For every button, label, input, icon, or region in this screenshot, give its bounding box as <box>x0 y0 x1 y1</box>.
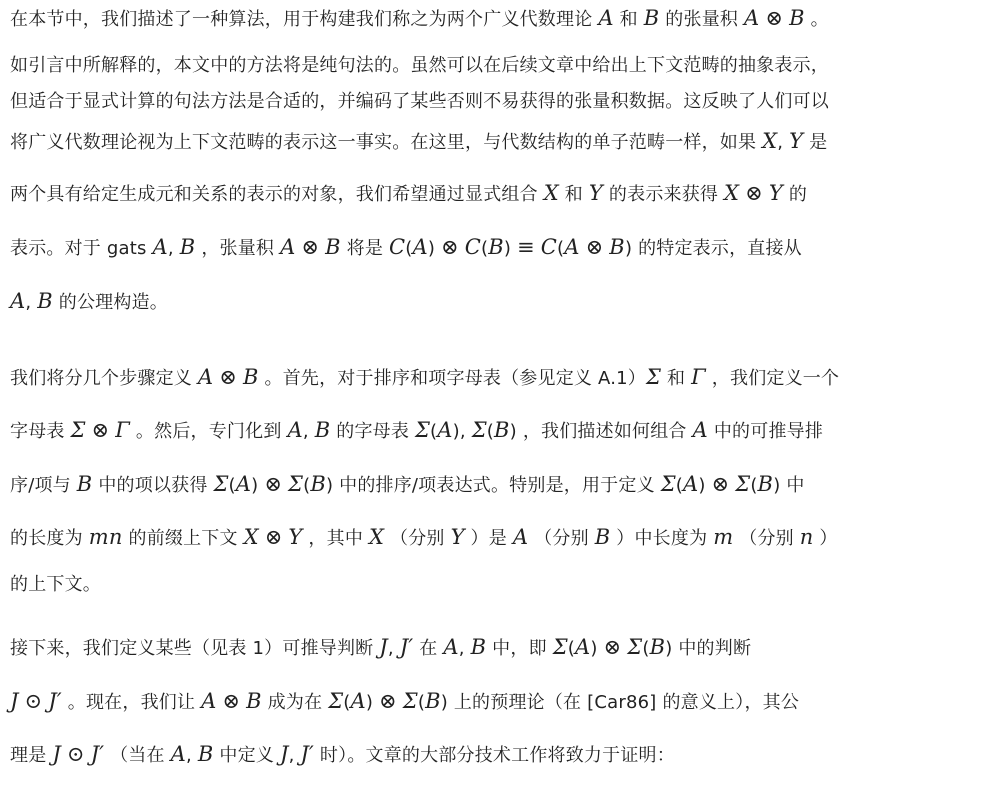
text-line: 字母表 Σ ⊗ Γ 。然后，专门化到 𝐴, 𝐵 的字母表 Σ(𝐴), Σ(𝐵) ，我们描述如何组合 𝐴 中的可推导排 <box>10 418 824 442</box>
text-line: 但适合于显式计算的句法方法是合适的，并编码了某些否则不易获得的张量积数据。这反映了人们可以 <box>10 91 829 112</box>
text-line: 序/项与 𝐵 中的项以获得 Σ(𝐴) ⊗ Σ(𝐵) 中的排序/项表达式。特别是，用于定义 Σ(𝐴) ⊗ Σ(𝐵) 中 <box>10 472 805 496</box>
text-line: 𝐽 ⊙ 𝐽′ 。现在，我们让 𝐴 ⊗ 𝐵 成为在 Σ(𝐴) ⊗ Σ(𝐵) 上的预理论（在 [Car86] 的意义上），其公 <box>10 689 800 713</box>
text-line: 两个具有给定生成元和关系的表示的对象，我们希望通过显式组合 𝑋 和 𝑌 的表示来获得 𝑋 ⊗ 𝑌 的 <box>10 181 808 205</box>
text-line: 将广义代数理论视为上下文范畴的表示这一事实。在这里，与代数结构的单子范畴一样，如果 𝑋, 𝑌 是 <box>10 129 828 153</box>
text-line: 的长度为 𝑚𝑛 的前缀上下文 𝑋 ⊗ 𝑌 ，其中 𝑋 （分别 𝑌 ）是 𝐴 （分别 𝐵 ）中长度为 𝑚 （分别 𝑛 ） <box>10 525 838 549</box>
text-line: 在本节中，我们描述了一种算法，用于构建我们称之为两个广义代数理论 𝐴 和 𝐵 的张量积 𝐴 ⊗ 𝐵 。 <box>10 6 829 30</box>
text-line: 如引言中所解释的，本文中的方法将是纯句法的。虽然可以在后续文章中给出上下文范畴的抽象表示， <box>10 55 829 76</box>
text-line: 𝐴, 𝐵 的公理构造。 <box>10 289 168 313</box>
text-line: 表示。对于 gats 𝐴, 𝐵 ，张量积 𝐴 ⊗ 𝐵 将是 𝐶(𝐴) ⊗ 𝐶(𝐵) ≡ 𝐶(𝐴 ⊗ 𝐵) 的特定表示，直接从 <box>10 235 802 259</box>
text-line: 接下来，我们定义某些（见表 1）可推导判断 𝐽, 𝐽′ 在 𝐴, 𝐵 中，即 Σ(𝐴) ⊗ Σ(𝐵) 中的判断 <box>10 635 752 659</box>
text-line: 理是 𝐽 ⊙ 𝐽′ （当在 𝐴, 𝐵 中定义 𝐽, 𝐽′ 时）。文章的大部分技术工作将致力于证明： <box>10 742 675 766</box>
text-line: 的上下文。 <box>10 574 101 595</box>
text-line: 我们将分几个步骤定义 𝐴 ⊗ 𝐵 。首先，对于排序和项字母表（参见定义 A.1）Σ 和 Γ ，我们定义一个 <box>10 365 840 389</box>
